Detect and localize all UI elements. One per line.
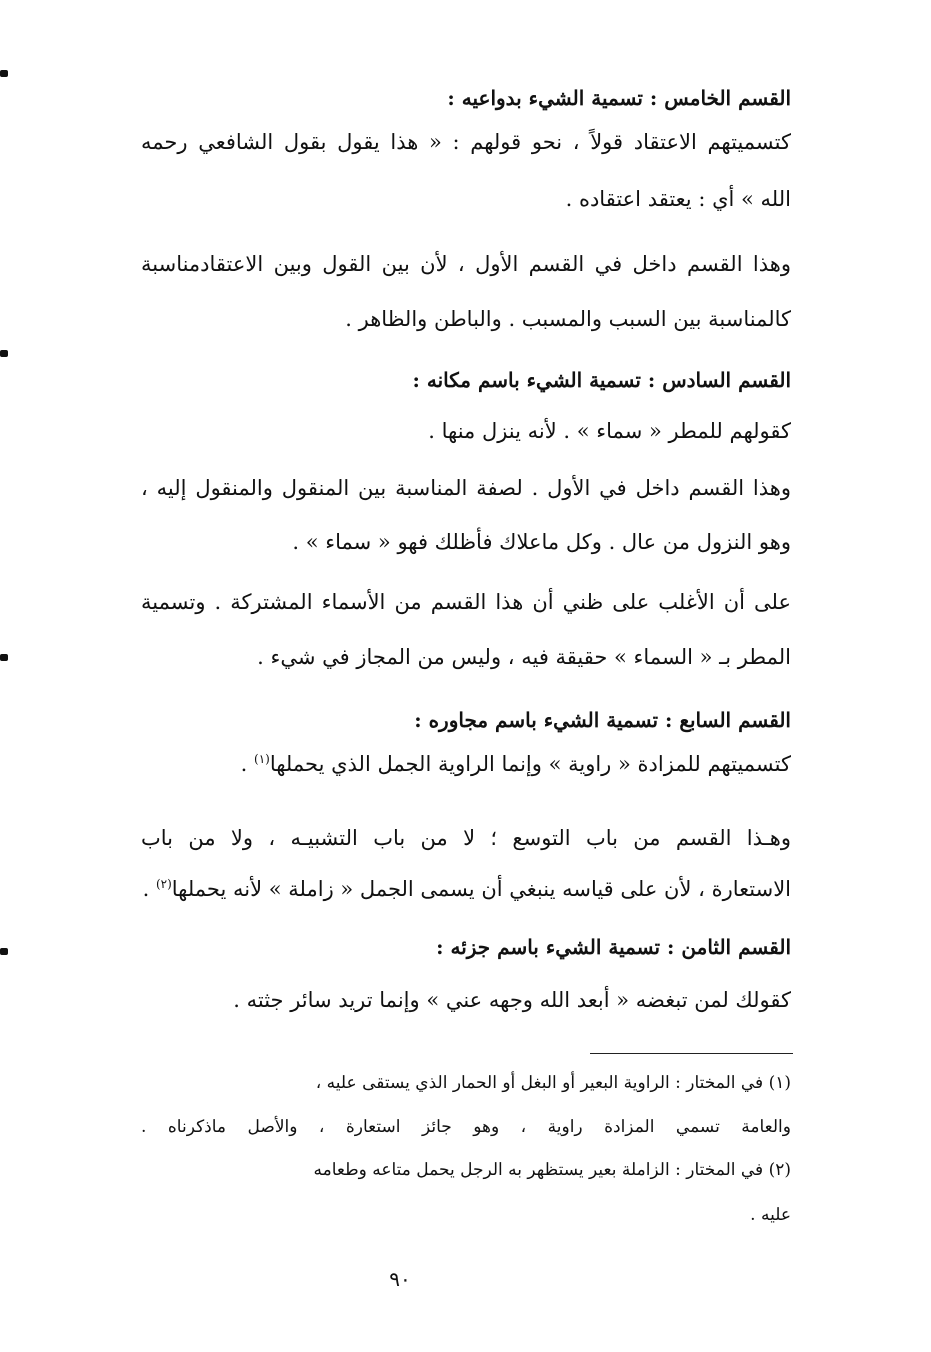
section-heading: القسم الخامس : تسمية الشيء بدواعيه : [447, 86, 791, 110]
footnote-line: والعامة تسمي المزادة راوية ، وهو جائز استعارة ، والأصل ماذكرناه . [141, 1117, 791, 1137]
binding-mark [0, 70, 8, 77]
text-line: كتسميتهم الاعتقاد قولاً ، نحو قولهم : « هذا يقول بقول الشافعي رحمه [141, 130, 791, 154]
text-line: الله » أي : يعتقد اعتقاده . [565, 187, 791, 211]
section-heading: القسم السادس : تسمية الشيء باسم مكانه : [412, 368, 791, 392]
section-heading: القسم السابع : تسمية الشيء باسم مجاوره : [414, 708, 791, 732]
binding-mark [0, 948, 8, 955]
text-line: كقولهم للمطر « سماء » . لأنه ينزل منها . [428, 419, 791, 443]
footnote-ref: (٢) [155, 877, 172, 891]
text-line: وهذا القسم داخل في القسم الأول ، لأن بين القول وبين الاعتقادمناسبة [141, 252, 791, 276]
footnote-ref: (١) [254, 752, 270, 766]
footnote-line: عليه . [750, 1205, 791, 1225]
footnote-line: (١) في المختار : الراوية البعير أو البغل أو الحمار الذي يستقى عليه ، [315, 1073, 791, 1093]
text-line: وهذا القسم داخل في الأول . لصفة المناسبة بين المنقول والمنقول إليه ، [141, 476, 791, 500]
text-line: الاستعارة ، لأن على قياسه ينبغي أن يسمى الجمل « زاملة » لأنه يحملها$^{(٢)}$ . [142, 877, 791, 901]
footnote-line: (٢) في المختار : الزاملة بعير يستظهر به الرجل يحمل متاعه وطعامه [313, 1160, 791, 1180]
page-number: ٩٠ [389, 1267, 411, 1291]
text-line: كقولك لمن تبغضه « أبعد الله وجهه عني » وإنما تريد سائر جثته . [233, 988, 791, 1012]
binding-mark [0, 654, 8, 661]
text-line: كتسميتهم للمزادة « راوية » وإنما الراوية الجمل الذي يحملها$^{(١)}$ . [240, 752, 791, 776]
text-line-content: الاستعارة ، لأن على قياسه ينبغي أن يسمى الجمل « زاملة » لأنه يحملها [171, 877, 791, 901]
text-line: المطر بـ « السماء » حقيقة فيه ، وليس من المجاز في شيء . [257, 645, 791, 669]
text-line-content: كتسميتهم للمزادة « راوية » وإنما الراوية الجمل الذي يحملها [269, 752, 791, 776]
text-line: وهـذا القسم من باب التوسع ؛ لا من باب التشبيـه ، ولا من باب [141, 826, 791, 850]
footnote-divider [590, 1053, 793, 1054]
section-heading: القسم الثامن : تسمية الشيء باسم جزئه : [436, 935, 791, 959]
text-line: وهو النزول من عال . وكل ماعلاك فأظلك فهو « سماء » . [292, 530, 791, 554]
text-line: كالمناسبة بين السبب والمسبب . والباطن والظاهر . [345, 307, 791, 331]
binding-mark [0, 350, 8, 357]
text-line: على أن الأغلب على ظني أن هذا القسم من الأسماء المشتركة . وتسمية [141, 590, 791, 614]
